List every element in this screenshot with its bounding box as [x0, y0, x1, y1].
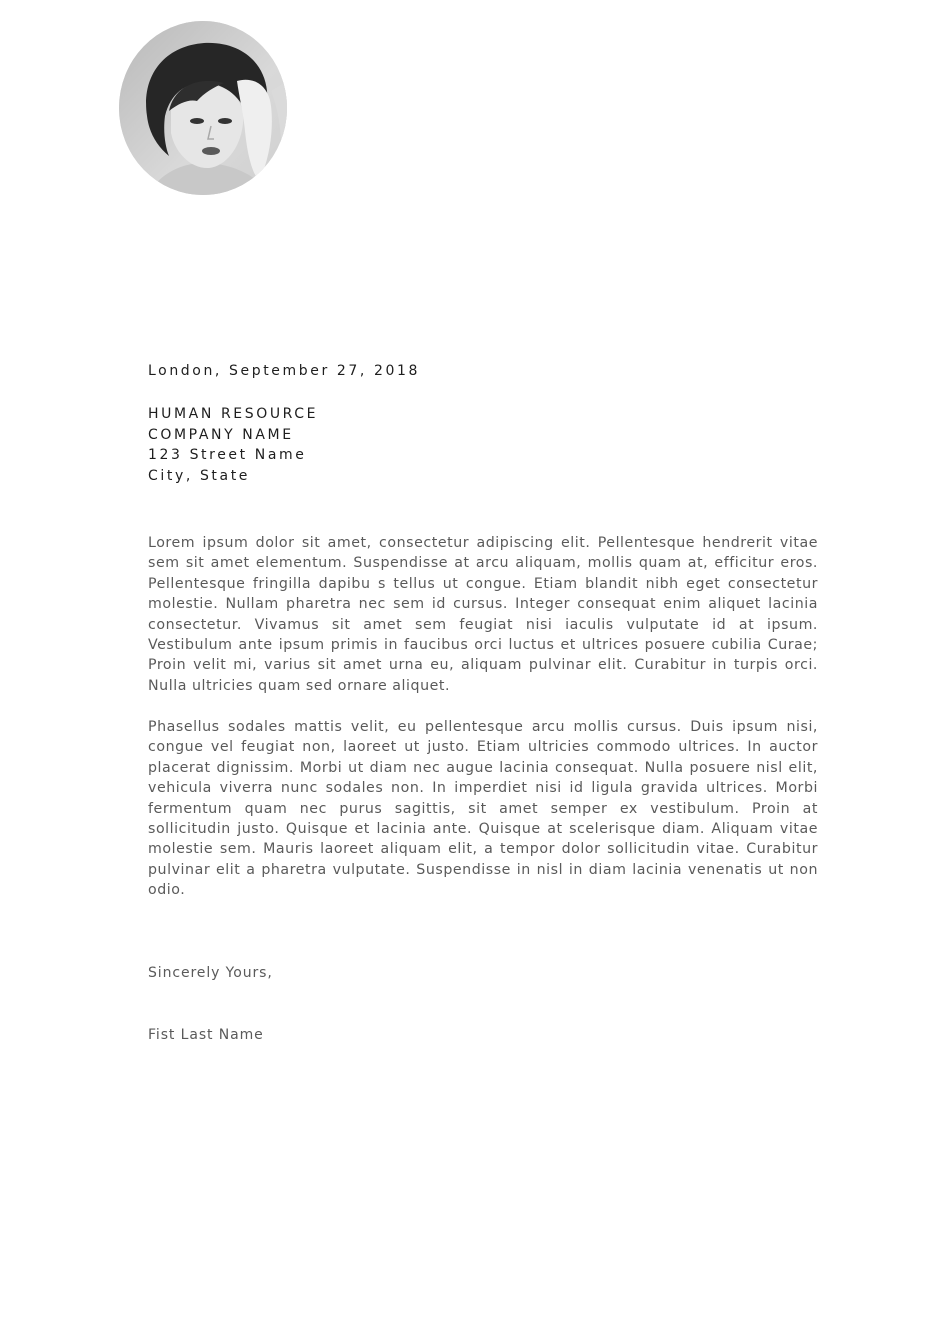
letter-date: London, September 27, 2018 [148, 363, 420, 379]
avatar [119, 21, 287, 195]
body-paragraph-2: Phasellus sodales mattis velit, eu pellentesque arcu mollis cursus. Duis ipsum nisi, congue vel feugiat non, laoreet ut justo. Etiam ultricies commodo ultrices. In auctor placerat dignissim. Morbi ut diam nec augue lacinia consequat. Nulla posuere nisl elit, vehicula viverra nunc sodales non. In imperdiet nisi id ligula gravida ultrices. Morbi fermentum quam nec purus sagittis, sit amet semper ex vestibulum. Proin at sollicitudin justo. Quisque et lacinia ante. Quisque at scelerisque diam. Aliquam vitae molestie sem. Mauris laoreet aliquam elit, a tempor dolor sollicitudin vitae. Curabitur pulvinar elit a pharetra vulputate. Suspendisse in nisl in diam lacinia venenatis ut non odio. [148, 719, 818, 899]
signature-name: Fist Last Name [148, 1027, 264, 1043]
recipient-department: HUMAN RESOURCE [148, 406, 319, 422]
recipient-city-state: City, State [148, 467, 250, 484]
recipient-company: COMPANY NAME [148, 426, 294, 443]
closing-salutation: Sincerely Yours, [148, 965, 273, 981]
recipient-address [148, 404, 318, 486]
recipient-street: 123 Street Name [148, 447, 307, 463]
body-paragraph-1: Lorem ipsum dolor sit amet, consectetur adipiscing elit. Pellentesque hendrerit vitae sem sit amet elementum. Suspendisse at arcu aliquam, mollis quam at, efficitur eros. Pellentesque fringilla dapibu s tellus ut congue. Etiam blandit nibh eget consectetur molestie. Nullam pharetra nec sem id cursus. Integer consequat enim aliquet lacinia consectetur. Vivamus sit amet sem feugiat nisi iaculis vulputate id at ipsum. Vestibulum ante ipsum primis in faucibus orci luctus et ultrices posuere cubilia Curae; Proin velit mi, varius sit amet urna eu, aliquam pulvinar elit. Curabitur in turpis orci. Nulla ultricies quam sed ornare aliquet. [148, 535, 818, 694]
profile-photo-icon [119, 21, 287, 195]
